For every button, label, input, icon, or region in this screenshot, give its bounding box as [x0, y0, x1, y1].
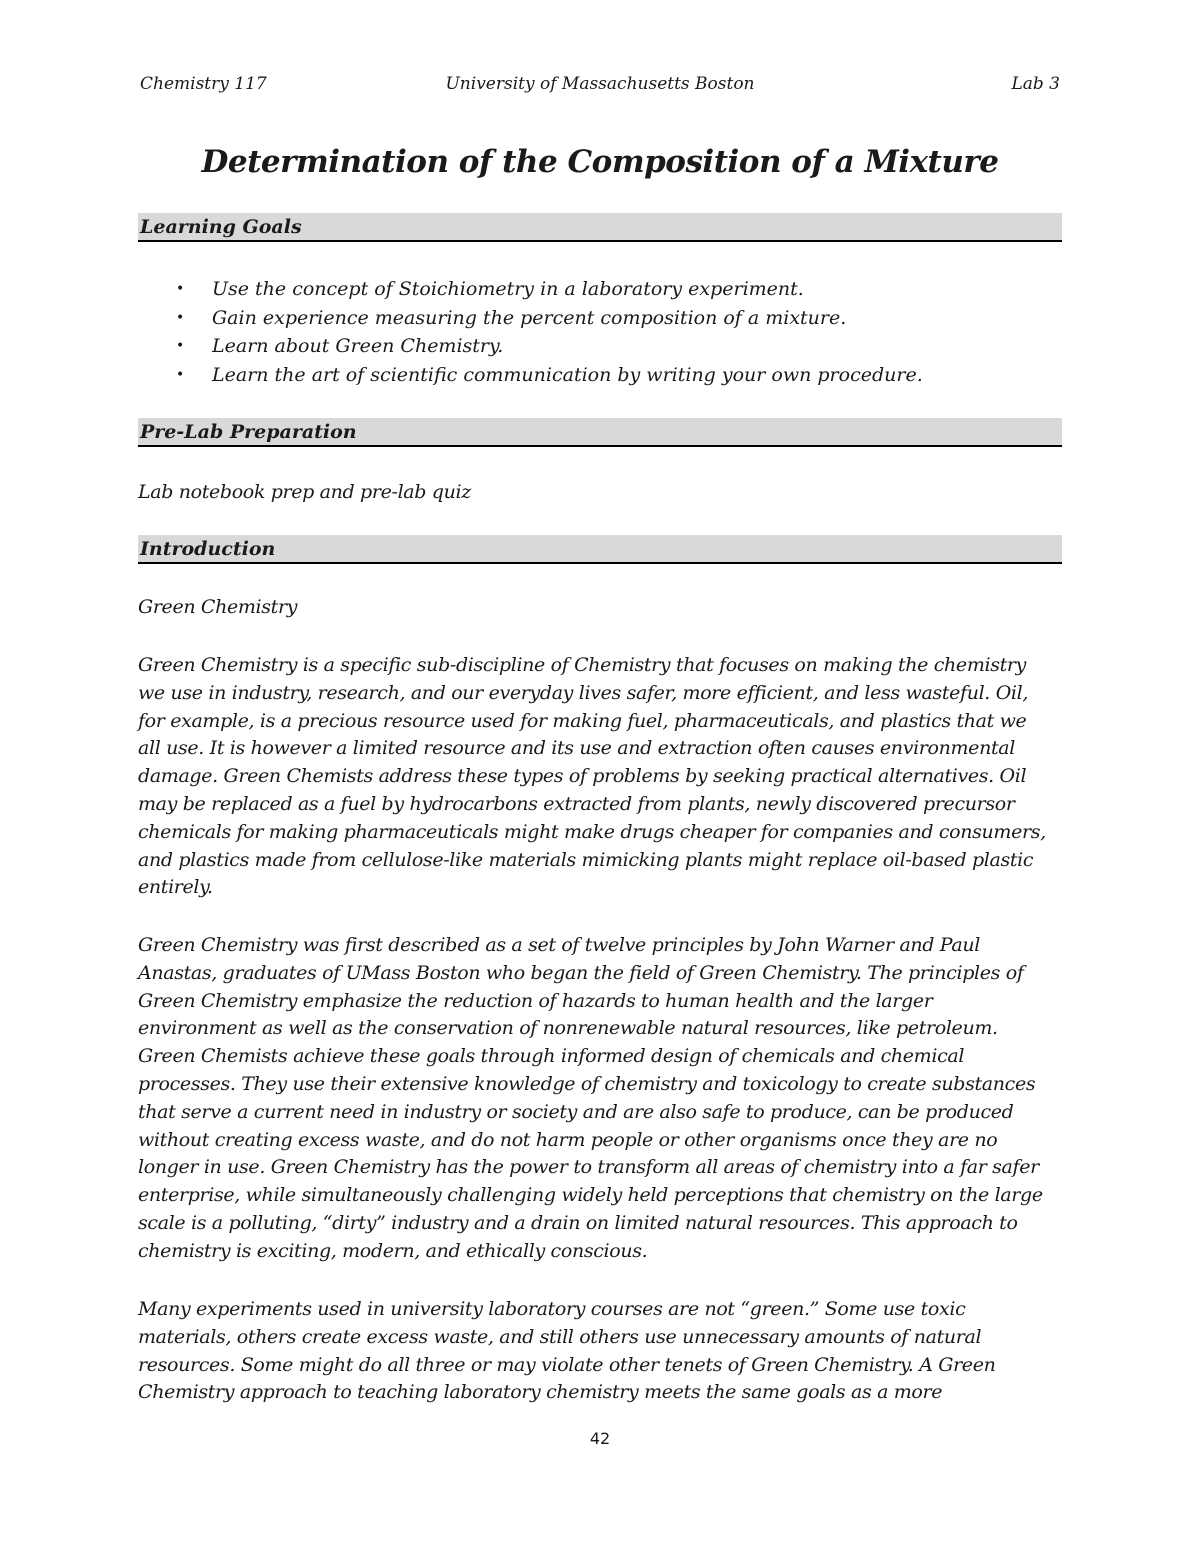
text-line: entirely.	[138, 876, 213, 899]
text-line: chemistry is exciting, modern, and ethically conscious.	[138, 1239, 648, 1262]
header-course: Chemistry 117	[140, 74, 267, 94]
text-line: Anastas, graduates of UMass Boston who began the field of Green Chemistry. The principles of	[138, 961, 1024, 984]
header-university: University of Massachusetts Boston	[445, 74, 755, 94]
list-item: • Learn the art of scientific communication by writing your own procedure.	[138, 361, 1062, 390]
text-line: Green Chemistry is a specific sub-discipline of Chemistry that focuses on making the chemistry	[138, 654, 1027, 676]
learning-goals-list	[138, 275, 1062, 389]
text-line: environment as well as the conservation of nonrenewable natural resources, like petroleum.	[138, 1017, 998, 1040]
bullet-icon: •	[176, 366, 185, 383]
running-header	[138, 72, 1062, 96]
document-page	[138, 0, 1062, 1553]
intro-paragraph-2	[138, 932, 1058, 1266]
intro-paragraph-3	[138, 1296, 1058, 1407]
text-line: Chemistry approach to teaching laboratory chemistry meets the same goals as a more	[138, 1381, 943, 1404]
text-line: Green Chemists achieve these goals through informed design of chemicals and chemical	[138, 1045, 965, 1068]
list-item: • Learn about Green Chemistry.	[138, 332, 1062, 361]
text-line: materials, others create excess waste, and still others use unnecessary amounts of natural	[138, 1325, 982, 1348]
document-title: Determination of the Composition of a Mixture	[201, 144, 999, 180]
section-heading-text: Learning Goals	[140, 216, 302, 238]
text-line: all use. It is however a limited resource and its use and extraction often causes environmental	[138, 737, 1015, 760]
text-line: without creating excess waste, and do not harm people or other organisms once they are no	[138, 1128, 998, 1151]
section-heading-prelab	[138, 418, 1062, 447]
text-line: Green Chemistry emphasize the reduction of hazards to human health and the larger	[138, 989, 933, 1012]
section-heading-text: Introduction	[140, 538, 276, 560]
text-line: damage. Green Chemists address these types of problems by seeking practical alternatives. Oil	[138, 765, 1027, 788]
list-item: • Gain experience measuring the percent composition of a mixture.	[138, 304, 1062, 333]
text-line: that serve a current need in industry or society and are also safe to produce, can be produced	[138, 1100, 1014, 1123]
bullet-icon: •	[176, 309, 185, 326]
bullet-icon: •	[176, 281, 185, 297]
text-line: processes. They use their extensive knowledge of chemistry and toxicology to create substances	[138, 1072, 1036, 1095]
text-line: longer in use. Green Chemistry has the power to transform all areas of chemistry into a far safer	[138, 1156, 1039, 1179]
introduction-subheading: Green Chemistry	[138, 596, 298, 618]
text-line: scale is a polluting, “dirty” industry and a drain on limited natural resources. This approach to	[138, 1211, 1018, 1234]
section-heading-learning-goals	[138, 213, 1062, 242]
prelab-text: Lab notebook prep and pre-lab quiz	[138, 481, 471, 503]
text-line: Green Chemistry was first described as a set of twelve principles by John Warner and Paul	[138, 934, 980, 956]
section-heading-text: Pre-Lab Preparation	[140, 421, 357, 443]
text-line: may be replaced as a fuel by hydrocarbons extracted from plants, newly discovered precursor	[138, 792, 1015, 815]
text-line: we use in industry, research, and our everyday lives safer, more efficient, and less wasteful. Oil,	[138, 681, 1029, 704]
text-line: and plastics made from cellulose-like materials mimicking plants might replace oil-based plastic	[138, 848, 1034, 871]
section-heading-introduction	[138, 535, 1062, 564]
bullet-icon: •	[176, 338, 185, 354]
text-line: for example, is a precious resource used for making fuel, pharmaceuticals, and plastics that we	[138, 709, 1027, 732]
header-lab-number: Lab 3	[1011, 74, 1060, 94]
text-line: Many experiments used in university laboratory courses are not “green.” Some use toxic	[138, 1298, 966, 1320]
text-line: enterprise, while simultaneously challenging widely held perceptions that chemistry on the large	[138, 1184, 1043, 1207]
intro-paragraph-1	[138, 652, 1058, 902]
text-line: resources. Some might do all three or may violate other tenets of Green Chemistry. A Green	[138, 1353, 996, 1376]
text-line: chemicals for making pharmaceuticals might make drugs cheaper for companies and consumers,	[138, 820, 1046, 843]
page-number: 42	[589, 1429, 611, 1448]
list-item: • Use the concept of Stoichiometry in a laboratory experiment.	[138, 275, 1062, 304]
